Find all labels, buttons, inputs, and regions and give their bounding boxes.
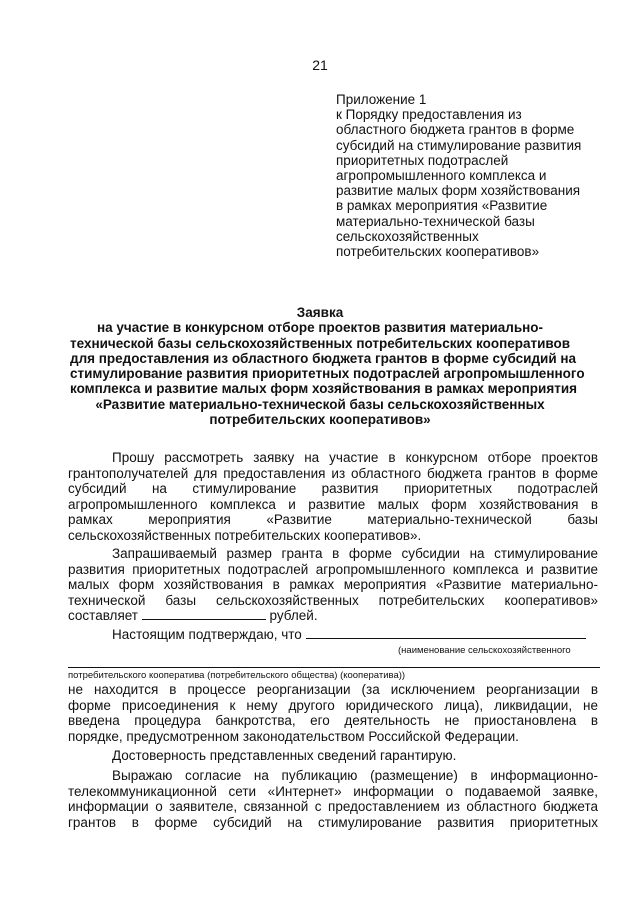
- text-line: телекоммуникационной сети «Интернет» информации о подаваемой заявке,: [68, 783, 598, 799]
- appendix-line: субсидий на стимулирование развития: [336, 137, 582, 153]
- paragraph-consent: [68, 768, 598, 830]
- text-line: Достоверность представленных сведений гарантирую.: [112, 748, 457, 763]
- text-line: Запрашиваемый размер гранта в форме субсидии на стимулирование: [112, 546, 598, 561]
- text-line: информации о заявителе, связанной с предоставлением из областного бюджета: [68, 799, 598, 815]
- text-line: введена процедура банкротства, его деятельность не приостановлена в: [68, 713, 598, 729]
- title-line: технической базы сельскохозяйственных потребительских кооперативов: [70, 335, 571, 351]
- text-line: рамках мероприятия «Развитие материально-технической базы: [68, 512, 598, 528]
- text-line: форме присоединения к нему другого юридического лица), ликвидации, не: [68, 697, 598, 713]
- appendix-line: сельскохозяйственных: [336, 228, 479, 244]
- amount-field[interactable]: [142, 608, 266, 620]
- appendix-line: агропромышленного комплекса и: [336, 168, 547, 184]
- title-line: комплекса и развитие малых форм хозяйствования в рамках мероприятия: [70, 381, 578, 397]
- title-line: на участие в конкурсном отборе проектов развития материально-: [96, 320, 544, 336]
- text-line: грантов в форме субсидий на стимулирование развития приоритетных: [68, 814, 598, 830]
- text-line: агропромышленного комплекса и развитие малых форм хозяйствования в: [68, 496, 598, 512]
- text-line: сельскохозяйственных потребительских кооперативов».: [68, 527, 422, 543]
- title-heading: Заявка: [296, 305, 344, 320]
- field-caption: (наименование сельскохозяйственного: [398, 645, 571, 656]
- text-line: не находится в процессе реорганизации (за исключением реорганизации в: [68, 682, 598, 697]
- text-line: развития приоритетных подотраслей агропромышленного комплекса и развитие: [68, 561, 598, 577]
- text-line: Прошу рассмотреть заявку на участие в конкурсном отборе проектов: [112, 450, 598, 465]
- paragraph-guarantee: [68, 748, 598, 764]
- text-line: Выражаю согласие на публикацию (размещение) в информационно-: [112, 768, 598, 783]
- paragraph-confirmation: [68, 627, 598, 643]
- paragraph-status: [68, 682, 598, 744]
- appendix-line: приоритетных подотраслей: [336, 152, 509, 168]
- appendix-line: к Порядку предоставления из: [336, 107, 522, 123]
- cooperative-name-field[interactable]: [306, 627, 586, 639]
- text-line: субсидий на стимулирование развития приоритетных подотраслей: [68, 481, 598, 497]
- paragraph-grant-amount: [68, 546, 598, 624]
- title-line: «Развитие материально-технической базы сельскохозяйственных: [95, 396, 545, 412]
- appendix-line: областного бюджета грантов в форме: [336, 122, 575, 138]
- title-line: для предоставления из областного бюджета грантов в форме субсидий на: [70, 350, 577, 366]
- page-number: 21: [312, 57, 328, 73]
- cooperative-name-field-line2[interactable]: [68, 667, 600, 668]
- amount-line: [68, 608, 598, 624]
- text-line: технической базы сельскохозяйственных потребительских кооперативов»: [68, 592, 598, 608]
- text-line: грантополучателей для предоставления из областного бюджета грантов в форме: [68, 465, 598, 481]
- appendix-line: материально-технической базы: [336, 213, 535, 229]
- appendix-note: [336, 92, 616, 259]
- confirm-line: [68, 627, 598, 643]
- amount-prefix: составляет: [68, 608, 138, 624]
- appendix-line: в рамках мероприятия «Развитие: [336, 198, 548, 214]
- confirm-text: Настоящим подтверждаю, что: [112, 627, 302, 642]
- field-caption: потребительского кооператива (потребительского общества) (кооператива)): [68, 670, 406, 681]
- appendix-line: развитие малых форм хозяйствования: [336, 183, 581, 199]
- text-line: малых форм хозяйствования в рамках мероприятия «Развитие материально-: [68, 577, 598, 593]
- amount-suffix: рублей.: [269, 608, 318, 624]
- title-line: стимулирование развития приоритетных подотраслей агропромышленного: [70, 366, 585, 382]
- appendix-line: потребительских кооперативов»: [336, 244, 540, 260]
- document-title: [70, 305, 585, 428]
- paragraph-request: [68, 450, 598, 544]
- text-line: порядке, предусмотренном законодательством Российской Федерации.: [68, 728, 519, 744]
- title-line: потребительских кооперативов»: [209, 412, 431, 428]
- appendix-line: Приложение 1: [336, 92, 427, 107]
